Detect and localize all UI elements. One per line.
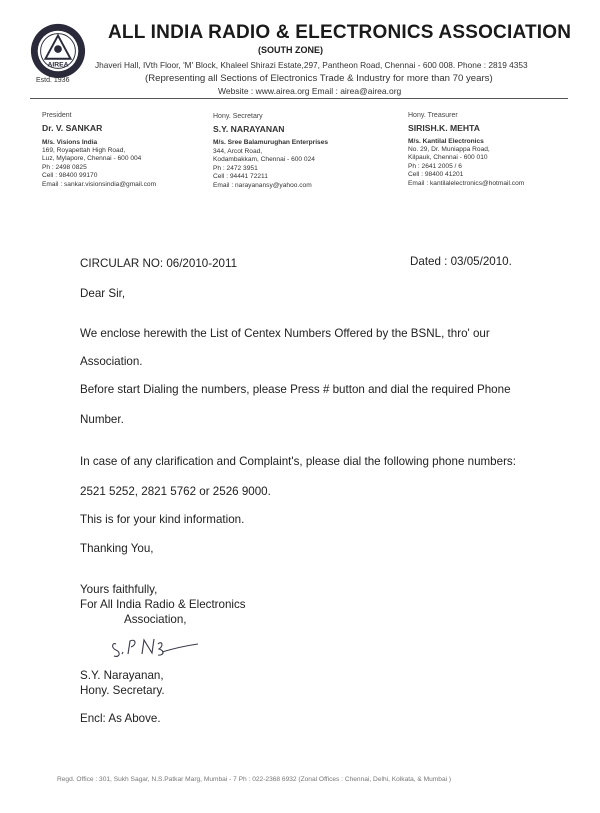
secretary-detail: Ph : 2472 3951 (213, 165, 258, 172)
circular-number: CIRCULAR NO: 06/2010-2011 (80, 257, 238, 270)
secretary-detail: 344, Arcot Road, (213, 148, 263, 155)
treasurer-detail: Cell : 98400 41201 (408, 171, 464, 178)
header-divider (30, 98, 568, 99)
association-logo (29, 22, 87, 80)
treasurer-company: M/s. Kantilal Electronics (408, 138, 484, 145)
paragraph-information: This is for your kind information. (80, 513, 245, 526)
paragraph-thanks: Thanking You, (80, 542, 154, 555)
phone-numbers: 2521 5252, 2821 5762 or 2526 9000. (80, 485, 271, 498)
letter-date: Dated : 03/05/2010. (410, 255, 512, 268)
president-detail: Luz, Mylapore, Chennai - 600 004 (42, 155, 142, 162)
organization-name: ALL INDIA RADIO & ELECTRONICS ASSOCIATION (108, 22, 572, 43)
paragraph-enclosure-line1: We enclose herewith the List of Centex Numbers Offered by the BSNL, thro' our (80, 327, 490, 340)
paragraph-dialing-line1: Before start Dialing the numbers, please Press # button and dial the required Phone (80, 383, 511, 396)
established-year: Estd. 1936 (36, 77, 70, 84)
paragraph-enclosure-line2: Association. (80, 355, 143, 368)
secretary-company: M/s. Sree Balamurughan Enterprises (213, 139, 329, 146)
secretary-name: S.Y. NARAYANAN (213, 124, 285, 134)
signatory-title: Hony. Secretary. (80, 684, 165, 697)
address-line: Jhaveri Hall, IVth Floor, 'M' Block, Khaleel Shirazi Estate,297, Pantheon Road, Chennai - 600 008. Phone : 2819 4353 (95, 60, 528, 70)
logo-text: AIREA (47, 61, 69, 69)
closing-line: For All India Radio & Electronics (80, 598, 246, 611)
president-company: M/s. Visions India (42, 139, 98, 146)
president-detail: 169, Royapettah High Road, (42, 147, 126, 154)
treasurer-role: Hony. Treasurer (408, 112, 458, 119)
treasurer-detail: Ph : 2641 2005 / 6 (408, 163, 462, 170)
secretary-detail: Kodambakkam, Chennai - 600 024 (213, 156, 315, 163)
paragraph-complaints-line1: In case of any clarification and Complaint's, please dial the following phone numbers: (80, 455, 516, 468)
footer-registered-office: Regd. Office : 301, Sukh Sagar, N.S.Patkar Marg, Mumbai - 7 Ph : 022-2368 6932 (Zonal Offices : Chennai, Delhi, Kolkata, & Mumbai ) (57, 776, 452, 783)
signatory-name: S.Y. Narayanan, (80, 669, 164, 682)
president-detail: Ph : 2498 0825 (42, 164, 87, 171)
handwritten-signature (108, 632, 203, 662)
president-role: President (42, 112, 72, 119)
closing-line: Association, (124, 613, 187, 626)
paragraph-dialing-line2: Number. (80, 413, 124, 426)
website-email-line: Website : www.airea.org Email : airea@airea.org (218, 86, 402, 96)
treasurer-name: SIRISH.K. MEHTA (408, 123, 480, 133)
salutation: Dear Sir, (80, 287, 126, 300)
treasurer-detail: Kilpauk, Chennai - 600 010 (408, 154, 488, 161)
treasurer-detail: No. 29, Dr. Muniappa Road, (408, 146, 490, 153)
enclosure-note: Encl: As Above. (80, 712, 161, 725)
president-detail: Cell : 98400 99170 (42, 172, 98, 179)
representing-line: (Representing all Sections of Electronics Trade & Industry for more than 70 years) (145, 73, 493, 84)
secretary-role: Hony. Secretary (213, 113, 263, 120)
president-email: Email : sankar.visionsindia@gmail.com (42, 181, 157, 188)
secretary-email: Email : narayanansy@yahoo.com (213, 182, 312, 189)
closing-line: Yours faithfully, (80, 583, 158, 596)
president-name: Dr. V. SANKAR (42, 123, 103, 133)
secretary-detail: Cell : 94441 72211 (213, 173, 268, 180)
zone-label: (SOUTH ZONE) (258, 45, 323, 55)
treasurer-email: Email : kantilalelectronics@hotmail.com (408, 180, 525, 187)
